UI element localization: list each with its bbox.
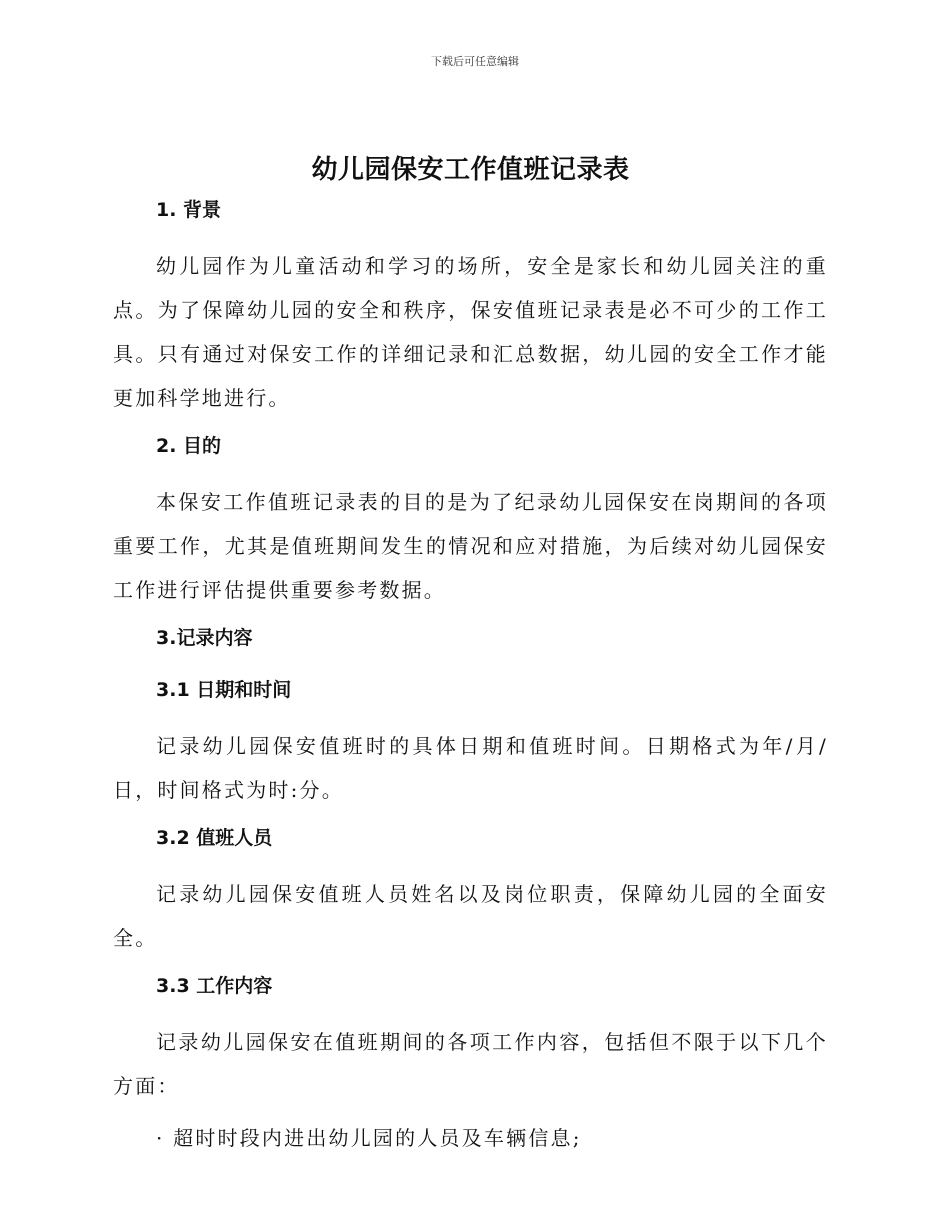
section-heading-purpose: 2. 目的 xyxy=(156,435,222,457)
page-header: 下载后可任意编辑 xyxy=(431,55,519,68)
subsection-text-staff: 记录幼儿园保安值班人员姓名以及岗位职责，保障幼儿园的全面安全。 xyxy=(113,882,828,950)
document-body xyxy=(113,148,828,1160)
subsection-heading-work: 3.3 工作内容 xyxy=(156,975,273,997)
section-text-background: 幼儿园作为儿童活动和学习的场所，安全是家长和幼儿园关注的重点。为了保障幼儿园的安全和秩序，保安值班记录表是必不可少的工作工具。只有通过对保安工作的详细记录和汇总数据，幼儿园的安全工作才能更加科学地进行。 xyxy=(113,254,828,410)
subsection-heading-datetime: 3.1 日期和时间 xyxy=(156,679,292,701)
subsection-heading-staff: 3.2 值班人员 xyxy=(156,827,273,849)
subsection-text-work: 记录幼儿园保安在值班期间的各项工作内容，包括但不限于以下几个方面： xyxy=(113,1030,828,1098)
document-title: 幼儿园保安工作值班记录表 xyxy=(311,155,630,185)
subsection-text-datetime: 记录幼儿园保安值班时的具体日期和值班时间。日期格式为年/月/日，时间格式为时:分。 xyxy=(113,734,828,802)
list-item: · 超时时段内进出幼儿园的人员及车辆信息; xyxy=(156,1126,582,1150)
section-text-purpose: 本保安工作值班记录表的目的是为了纪录幼儿园保安在岗期间的各项重要工作，尤其是值班期间发生的情况和应对措施，为后续对幼儿园保安工作进行评估提供重要参考数据。 xyxy=(113,490,828,602)
section-heading-background: 1. 背景 xyxy=(156,199,222,221)
section-heading-content: 3.记录内容 xyxy=(156,627,253,649)
